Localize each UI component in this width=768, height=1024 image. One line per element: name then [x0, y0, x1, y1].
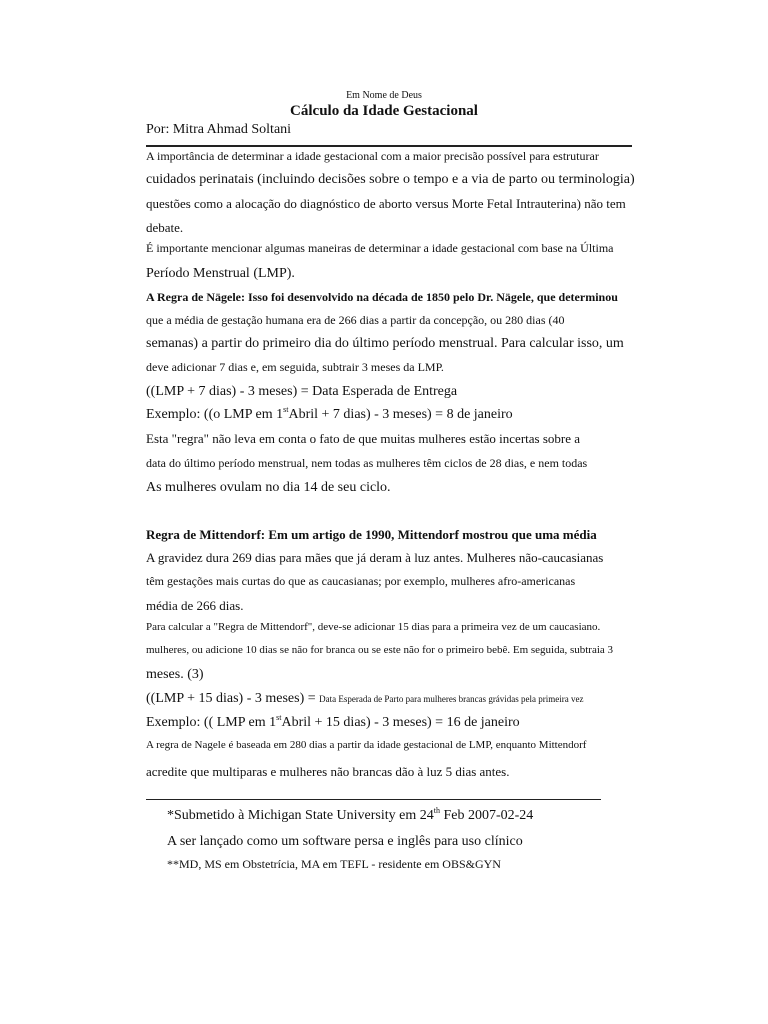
mittendorf-example-sup: st [276, 713, 282, 722]
mittendorf-example-post: Abril + 15 dias) - 3 meses) = 16 de janeiro [281, 715, 520, 730]
top-divider [146, 145, 632, 147]
intro-line-2: cuidados perinatais (incluindo decisões sobre o tempo e a via de parto ou terminologia) [146, 172, 635, 187]
mittendorf-line-2: A gravidez dura 269 dias para mães que já deram à luz antes. Mulheres não-caucasianas [146, 550, 604, 565]
intro-line-6: Período Menstrual (LMP). [146, 266, 295, 281]
footnote-1-sup: th [433, 806, 440, 815]
mittendorf-line-7: meses. (3) [146, 667, 204, 682]
intro-line-1: A importância de determinar a idade gestacional com a maior precisão possível para estruturar [146, 149, 599, 163]
footnote-2: A ser lançado como um software persa e inglês para uso clínico [167, 834, 523, 849]
author-line: Por: Mitra Ahmad Soltani [146, 122, 292, 137]
nagele-line-3: semanas) a partir do primeiro dia do último período menstrual. Para calcular isso, um [146, 336, 624, 351]
nagele-formula: ((LMP + 7 dias) - 3 meses) = Data Esperada de Entrega [146, 384, 458, 399]
mittendorf-line-8: A regra de Nagele é baseada em 280 dias a partir da idade gestacional de LMP, enquanto Mittendorf [146, 739, 587, 751]
mittendorf-formula-post: Data Esperada de Parto para mulheres brancas grávidas pela primeira vez [319, 694, 584, 704]
mittendorf-example-pre: Exemplo: (( LMP em 1 [146, 715, 277, 730]
mittendorf-line-9: acredite que multiparas e mulheres não brancas dão à luz 5 dias antes. [146, 764, 510, 779]
intro-line-4: debate. [146, 220, 184, 235]
mittendorf-formula-pre: ((LMP + 15 dias) - 3 meses) = [146, 691, 320, 706]
nagele-example-post: Abril + 7 dias) - 3 meses) = 8 de janeiro [288, 407, 513, 422]
nagele-heading-line: A Regra de Nägele: Isso foi desenvolvido na década de 1850 pelo Dr. Nägele, que determinou [146, 290, 618, 304]
intro-line-5: É importante mencionar algumas maneiras de determinar a idade gestacional com base na Última [146, 241, 614, 255]
nagele-line-7: As mulheres ovulam no dia 14 de seu ciclo. [146, 480, 391, 495]
mittendorf-heading-line: Regra de Mittendorf: Em um artigo de 1990, Mittendorf mostrou que uma média [146, 527, 597, 542]
nagele-line-6: data do último período menstrual, nem todas as mulheres têm ciclos de 28 dias, e nem todas [146, 456, 588, 470]
document-title: Cálculo da Idade Gestacional [290, 103, 478, 119]
mittendorf-line-3: têm gestações mais curtas do que as caucasianas; por exemplo, mulheres afro-americanas [146, 574, 576, 588]
intro-line-3: questões como a alocação do diagnóstico de aborto versus Morte Fetal Intrauterina) não tem [146, 196, 626, 211]
footnote-1-pre: *Submetido à Michigan State University em 24 [167, 808, 434, 823]
mittendorf-formula [146, 692, 584, 706]
footnote-1 [167, 806, 534, 823]
footnote-3: **MD, MS em Obstetrícia, MA em TEFL - residente em OBS&GYN [167, 857, 501, 871]
basmala-line: Em Nome de Deus [346, 90, 422, 101]
mittendorf-line-5: Para calcular a "Regra de Mittendorf", deve-se adicionar 15 dias para a primeira vez de um caucasiano. [146, 621, 601, 633]
mittendorf-example [146, 713, 520, 730]
nagele-example-pre: Exemplo: ((o LMP em 1 [146, 407, 284, 422]
nagele-line-2: que a média de gestação humana era de 266 dias a partir da concepção, ou 280 dias (40 [146, 313, 565, 327]
footnote-1-post: Feb 2007-02-24 [439, 808, 534, 823]
mittendorf-line-6: mulheres, ou adicione 10 dias se não for branca ou se este não for o primeiro bebê. Em seguida, subtraia 3 [146, 644, 614, 656]
nagele-example [146, 405, 513, 422]
footnote-divider [146, 799, 601, 800]
nagele-line-5: Esta "regra" não leva em conta o fato de que muitas mulheres estão incertas sobre a [146, 431, 581, 446]
mittendorf-line-4: média de 266 dias. [146, 598, 244, 613]
nagele-line-4: deve adicionar 7 dias e, em seguida, subtrair 3 meses da LMP. [146, 360, 444, 374]
nagele-example-sup: st [283, 405, 289, 414]
